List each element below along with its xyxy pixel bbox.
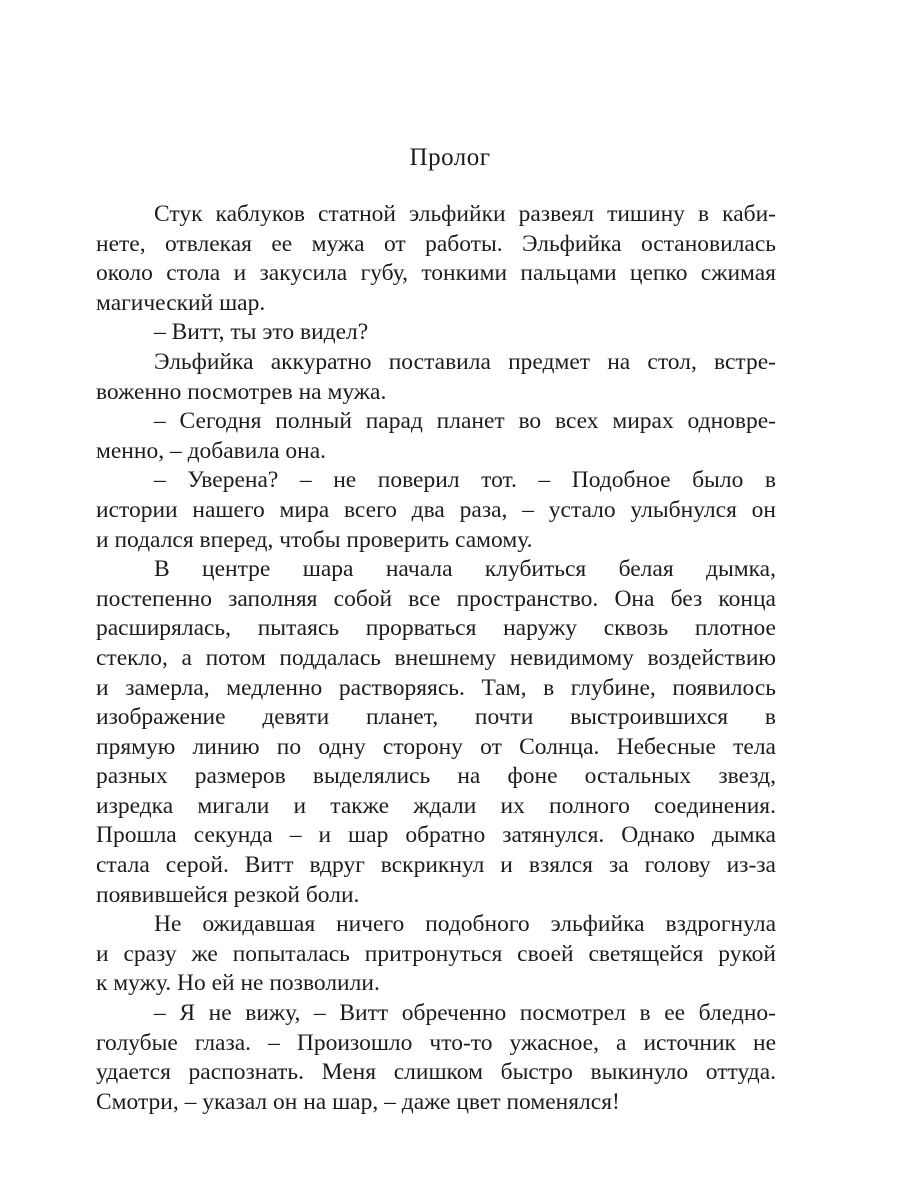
text-line: магический шар. [96, 289, 266, 316]
text-line: – Сегодня полный парад планет во всех мирах одновре- [154, 408, 776, 435]
text-line: около стола и закусила губу, тонкими пальцами цепко сжимая [96, 260, 776, 287]
text-line: расширялась, пытаясь прорваться наружу сквозь плотное [96, 615, 776, 642]
text-line: стекло, а потом поддалась внешнему невидимому воздействию [96, 644, 776, 671]
text-line: изображение девяти планет, почти выстроившихся в [96, 704, 776, 731]
text-line: воженно посмотрев на мужа. [96, 378, 387, 405]
text-line: Эльфийка аккуратно поставила предмет на стол, встре- [154, 348, 776, 375]
text-line: к мужу. Но ей не позволили. [96, 970, 380, 997]
text-line: Смотри, – указал он на шар, – даже цвет поменялся! [96, 1088, 620, 1115]
text-line: Стук каблуков статной эльфийки развеял тишину в каби- [154, 201, 776, 227]
text-line: менно, – добавила она. [96, 437, 327, 464]
chapter-title: Пролог [409, 144, 491, 171]
text-line: появившейся резкой боли. [96, 881, 360, 908]
text-line: – Я не вижу, – Витт обреченно посмотрел в ее бледно- [154, 1000, 776, 1027]
text-line: – Витт, ты это видел? [154, 319, 369, 346]
text-line: голубые глаза. – Произошло что-то ужасное, а источник не [96, 1029, 776, 1056]
text-line: В центре шара начала клубиться белая дымка, [154, 556, 776, 583]
text-line: разных размеров выделялись на фоне остальных звезд, [96, 763, 776, 790]
text-line: Прошла секунда – и шар обратно затянулся. Однако дымка [96, 822, 776, 849]
text-line: и сразу же попыталась притронуться своей светящейся рукой [96, 940, 776, 967]
body-text [96, 200, 776, 1117]
text-line: – Уверена? – не поверил тот. – Подобное было в [154, 467, 776, 494]
text-line: удается распознать. Меня слишком быстро выкинуло оттуда. [96, 1059, 776, 1086]
text-line: и замерла, медленно растворяясь. Там, в глубине, появилось [96, 674, 776, 701]
text-line: нете, отвлекая ее мужа от работы. Эльфийка остановилась [96, 230, 776, 257]
text-line: постепенно заполняя собой все пространство. Она без конца [96, 585, 776, 612]
text-line: истории нашего мира всего два раза, – устало улыбнулся он [96, 496, 776, 523]
text-line: прямую линию по одну сторону от Солнца. Небесные тела [96, 733, 776, 760]
text-line: изредка мигали и также ждали их полного соединения. [96, 792, 776, 819]
text-line: и подался вперед, чтобы проверить самому. [96, 526, 533, 553]
text-line: Не ожидавшая ничего подобного эльфийка вздрогнула [154, 911, 776, 938]
text-line: стала серой. Витт вдруг вскрикнул и взялся за голову из-за [96, 852, 776, 879]
